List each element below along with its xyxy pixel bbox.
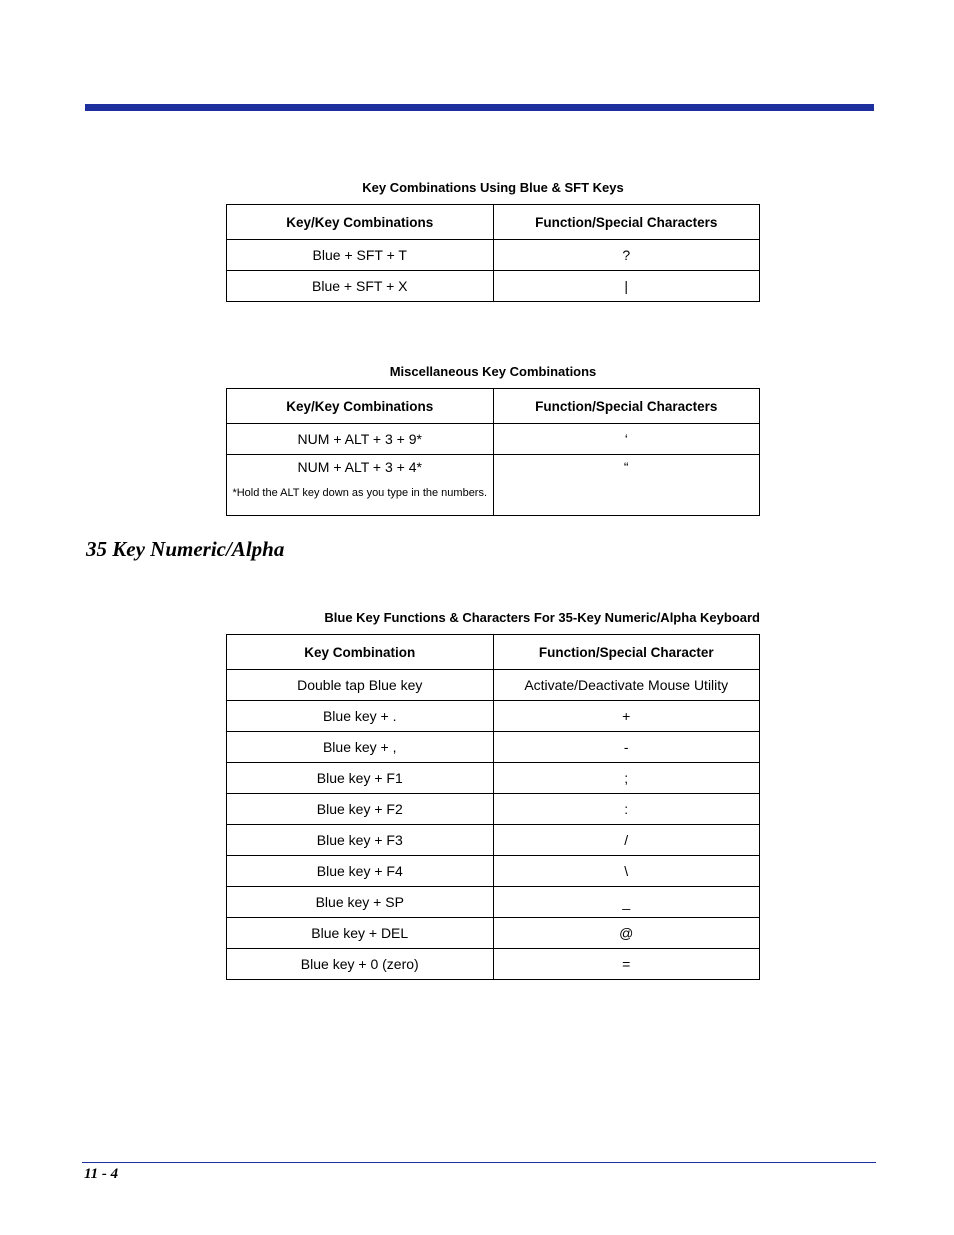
table-row: [227, 825, 760, 856]
function-cell: “: [493, 455, 760, 516]
key-combination-cell: Blue key + SP: [227, 887, 494, 918]
function-cell: |: [493, 271, 760, 302]
key-combination-cell: Double tap Blue key: [227, 670, 494, 701]
table-row: [227, 856, 760, 887]
function-cell: ;: [493, 763, 760, 794]
header-rule: [85, 104, 874, 111]
blue-sft-key-table: [226, 204, 760, 302]
column-header: Function/Special Characters: [493, 389, 760, 424]
function-cell: Activate/Deactivate Mouse Utility: [493, 670, 760, 701]
column-header: Key Combination: [227, 635, 494, 670]
key-combination-text: NUM + ALT + 3 + 4*: [297, 459, 422, 475]
column-header: Key/Key Combinations: [227, 205, 494, 240]
function-cell: @: [493, 918, 760, 949]
table-row: [227, 918, 760, 949]
function-cell: /: [493, 825, 760, 856]
table-row: [227, 240, 760, 271]
misc-key-table: [226, 388, 760, 516]
key-combination-cell: Blue key + 0 (zero): [227, 949, 494, 980]
table-header-row: [227, 205, 760, 240]
key-combination-cell: [227, 455, 494, 516]
table-row: [227, 670, 760, 701]
key-combination-cell: Blue + SFT + T: [227, 240, 494, 271]
table-caption: Blue Key Functions & Characters For 35-Key Numeric/Alpha Keyboard: [324, 610, 760, 625]
key-combination-cell: Blue + SFT + X: [227, 271, 494, 302]
page-number: 11 - 4: [84, 1166, 119, 1182]
function-cell: ?: [493, 240, 760, 271]
key-combination-cell: Blue key + F3: [227, 825, 494, 856]
table-caption: Key Combinations Using Blue & SFT Keys: [362, 180, 624, 195]
section-heading: 35 Key Numeric/Alpha: [86, 537, 285, 561]
table-row: [227, 732, 760, 763]
key-combination-cell: Blue key + ,: [227, 732, 494, 763]
column-header: Function/Special Characters: [493, 205, 760, 240]
key-combination-cell: Blue key + F4: [227, 856, 494, 887]
table-row: [227, 271, 760, 302]
table-caption: Miscellaneous Key Combinations: [389, 364, 597, 379]
table-row: [227, 701, 760, 732]
function-cell: +: [493, 701, 760, 732]
table-row: [227, 424, 760, 455]
key-combination-cell: Blue key + DEL: [227, 918, 494, 949]
function-cell: :: [493, 794, 760, 825]
function-cell: -: [493, 732, 760, 763]
table-header-row: [227, 635, 760, 670]
function-cell: \: [493, 856, 760, 887]
key-combination-cell: Blue key + F1: [227, 763, 494, 794]
key-combination-cell: Blue key + F2: [227, 794, 494, 825]
table-row: [227, 763, 760, 794]
table-row: [227, 455, 760, 516]
column-header: Function/Special Character: [493, 635, 760, 670]
key-combination-cell: Blue key + .: [227, 701, 494, 732]
footer-rule: [82, 1162, 876, 1163]
function-cell: =: [493, 949, 760, 980]
table-header-row: [227, 389, 760, 424]
table-row: [227, 794, 760, 825]
column-header: Key/Key Combinations: [227, 389, 494, 424]
table-row: [227, 949, 760, 980]
table-footnote: *Hold the ALT key down as you type in the numbers.: [232, 487, 488, 499]
table-row: [227, 887, 760, 918]
function-cell: _: [493, 887, 760, 918]
key-combination-cell: NUM + ALT + 3 + 9*: [227, 424, 494, 455]
numeric-alpha-key-table: [226, 634, 760, 980]
function-cell: ‘: [493, 424, 760, 455]
